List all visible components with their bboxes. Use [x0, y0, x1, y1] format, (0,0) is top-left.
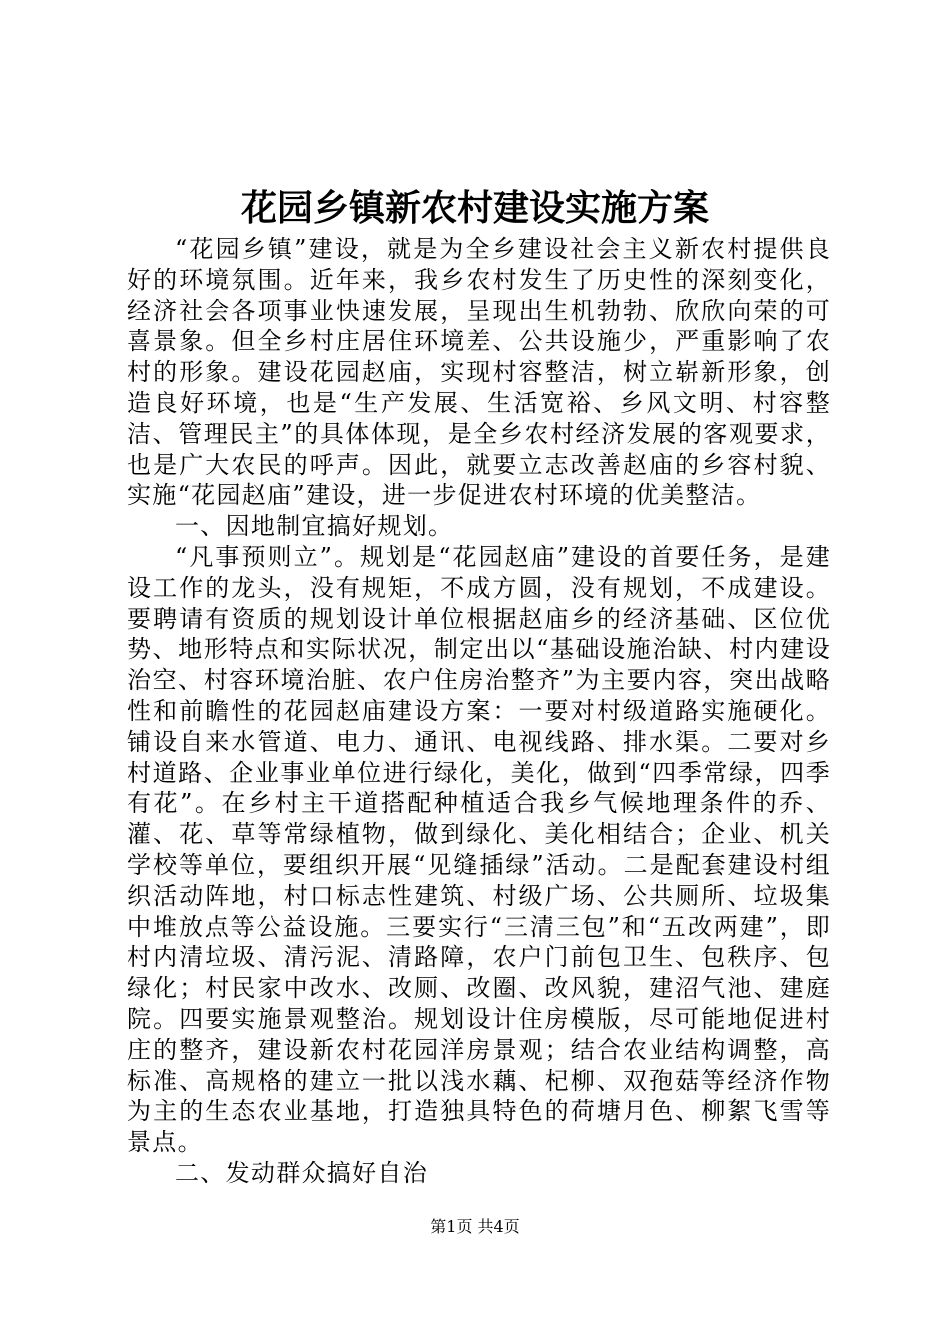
- document-title: 花园乡镇新农村建设实施方案: [240, 187, 709, 229]
- section-heading-1: 一、因地制宜搞好规划。: [175, 512, 454, 541]
- section-heading-2: 二、发动群众搞好自治: [175, 1158, 428, 1187]
- paragraph-planning: “凡事预则立”。规划是“花园赵庙”建设的首要任务，是建设工作的龙头，没有规矩，不成方圆，没有规划，不成建设。要聘请有资质的规划设计单位根据赵庙乡的经济基础、区位优势、地形特点和实际状况，制定出以“基础设施治缺、村内建设治空、村容环境治脏、农户住房治整齐”为主要内容，突出战略性和前瞻性的花园赵庙建设方案：一要对村级道路实施硬化。铺设自来水管道、电力、通讯、电视线路、排水渠。二要对乡村道路、企业事业单位进行绿化，美化，做到“四季常绿，四季有花”。在乡村主干道搭配种植适合我乡气候地理条件的乔、灌、花、草等常绿植物，做到绿化、美化相结合；企业、机关学校等单位，要组织开展“见缝插绿”活动。二是配套建设村组织活动阵地，村口标志性建筑、村级广场、公共厕所、垃圾集中堆放点等公益设施。三要实行“三清三包”和“五改两建”，即村内清垃圾、清污泥、清路障，农户门前包卫生、包秩序、包绿化；村民家中改水、改厕、改圈、改风貌，建沼气池、建庭院。四要实施景观整治。规划设计住房模版，尽可能地促进村庄的整齐，建设新农村花园洋房景观；结合农业结构调整，高标准、高规格的建立一批以浅水藕、杞柳、双孢菇等经济作物为主的生态农业基地，打造独具特色的荷塘月色、柳絮飞雪等景点。: [127, 542, 831, 1157]
- document-body: [127, 234, 831, 1189]
- paragraph-intro: “花园乡镇”建设，就是为全乡建设社会主义新农村提供良好的环境氛围。近年来，我乡农村发生了历史性的深刻变化，经济社会各项事业快速发展，呈现出生机勃勃、欣欣向荣的可喜景象。但全乡村庄居住环境差、公共设施少，严重影响了农村的形象。建设花园赵庙，实现村容整洁，树立崭新形象，创造良好环境，也是“生产发展、生活宽裕、乡风文明、村容整洁、管理民主”的具体体现，是全乡农村经济发展的客观要求，也是广大农民的呼声。因此，就要立志改善赵庙的乡容村貌、实施“花园赵庙”建设，进一步促进农村环境的优美整洁。: [127, 235, 831, 510]
- page-footer: 第1页 共4页: [430, 1217, 520, 1236]
